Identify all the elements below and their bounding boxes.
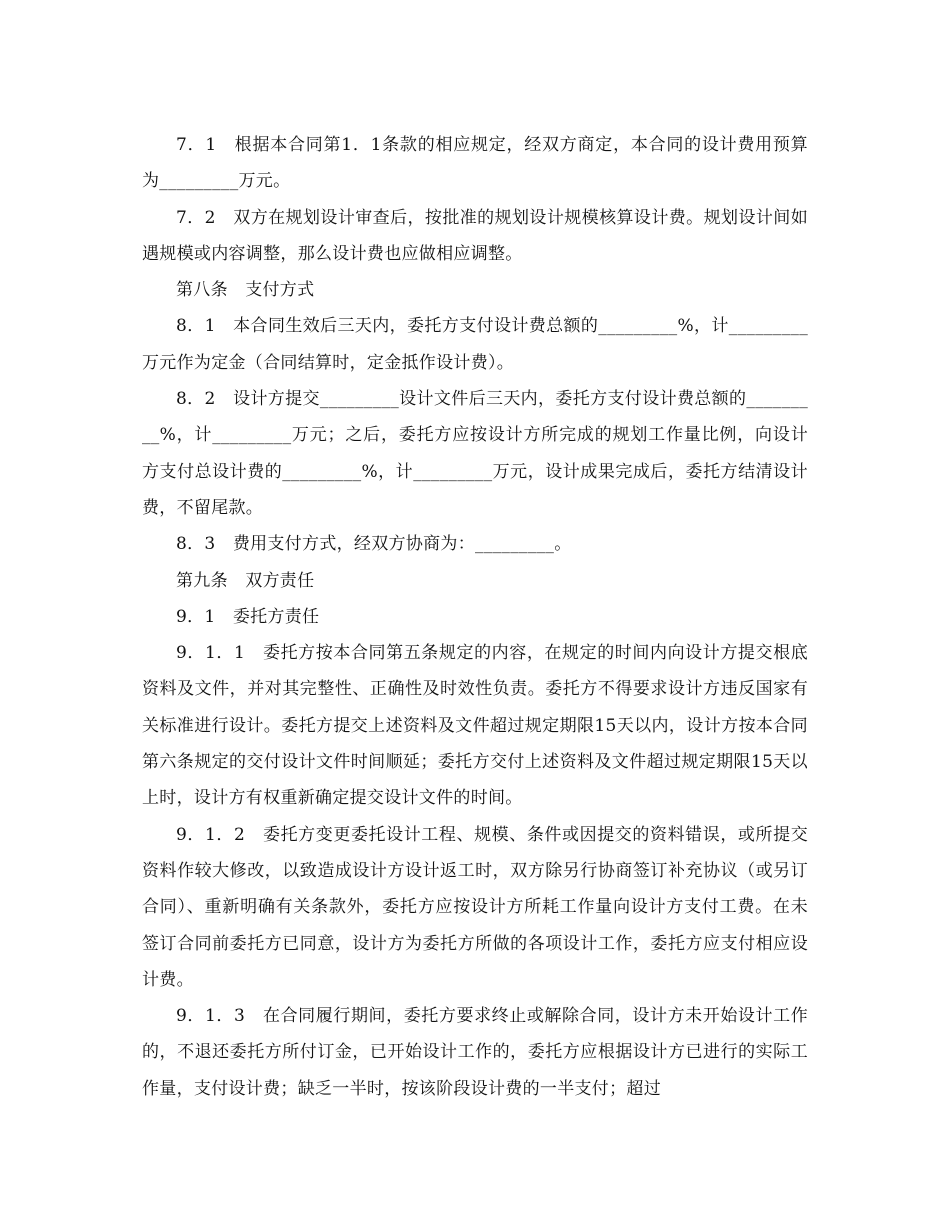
clause-9-1-2: 9．1．2 委托方变更委托设计工程、规模、条件或因提交的资料错误，或所提交资料作较大修改，以致造成设计方设计返工时，双方除另行协商签订补充协议（或另订合同）、重新明确有关条款外，委托方应按设计方所耗工作量向设计方支付工费。在未签订合同前委托方已同意，设计方为委托方所做的各项设计工作，委托方应支付相应设计费。: [142, 824, 808, 990]
clause-9-1-heading: 9．1 委托方责任: [176, 606, 320, 627]
clause-8-2: 8．2 设计方提交_________设计文件后三天内，委托方支付设计费总额的_________%，计_________万元；之后，委托方应按设计方所完成的规划工作量比例，向设计方支付总设计费的_________%，计_________万元，设计成果完成后，委托方结清设计费，不留尾款。: [142, 389, 808, 518]
clause-7-1: 7．1 根据本合同第1．1条款的相应规定，经双方商定，本合同的设计费用预算为_________万元。: [142, 135, 808, 192]
article-8-heading: 第八条 支付方式: [176, 280, 315, 301]
clause-8-1: 8．1 本合同生效后三天内，委托方支付设计费总额的_________%，计_________万元作为定金（合同结算时，定金抵作设计费）。: [142, 316, 808, 373]
clause-9-1-1: 9．1．1 委托方按本合同第五条规定的内容，在规定的时间内向设计方提交根底资料及文件，并对其完整性、正确性及时效性负责。委托方不得要求设计方违反国家有关标准进行设计。委托方提交上述资料及文件超过规定期限15天以内，设计方按本合同第六条规定的交付设计文件时间顺延；委托方交付上述资料及文件超过规定期限15天以上时，设计方有权重新确定提交设计文件的时间。: [142, 643, 808, 809]
clause-8-3: 8．3 费用支付方式，经双方协商为：_________。: [176, 534, 572, 555]
document-body: [142, 127, 808, 1107]
clause-7-2: 7．2 双方在规划设计审查后，按批准的规划设计规模核算设计费。规划设计间如遇规模或内容调整，那么设计费也应做相应调整。: [142, 207, 808, 264]
article-9-heading: 第九条 双方责任: [176, 570, 315, 591]
clause-9-1-3: 9．1．3 在合同履行期间，委托方要求终止或解除合同，设计方未开始设计工作的，不退还委托方所付订金，已开始设计工作的，委托方应根据设计方已进行的实际工作量，支付设计费；缺乏一半时，按该阶段设计费的一半支付；超过: [142, 1006, 808, 1099]
